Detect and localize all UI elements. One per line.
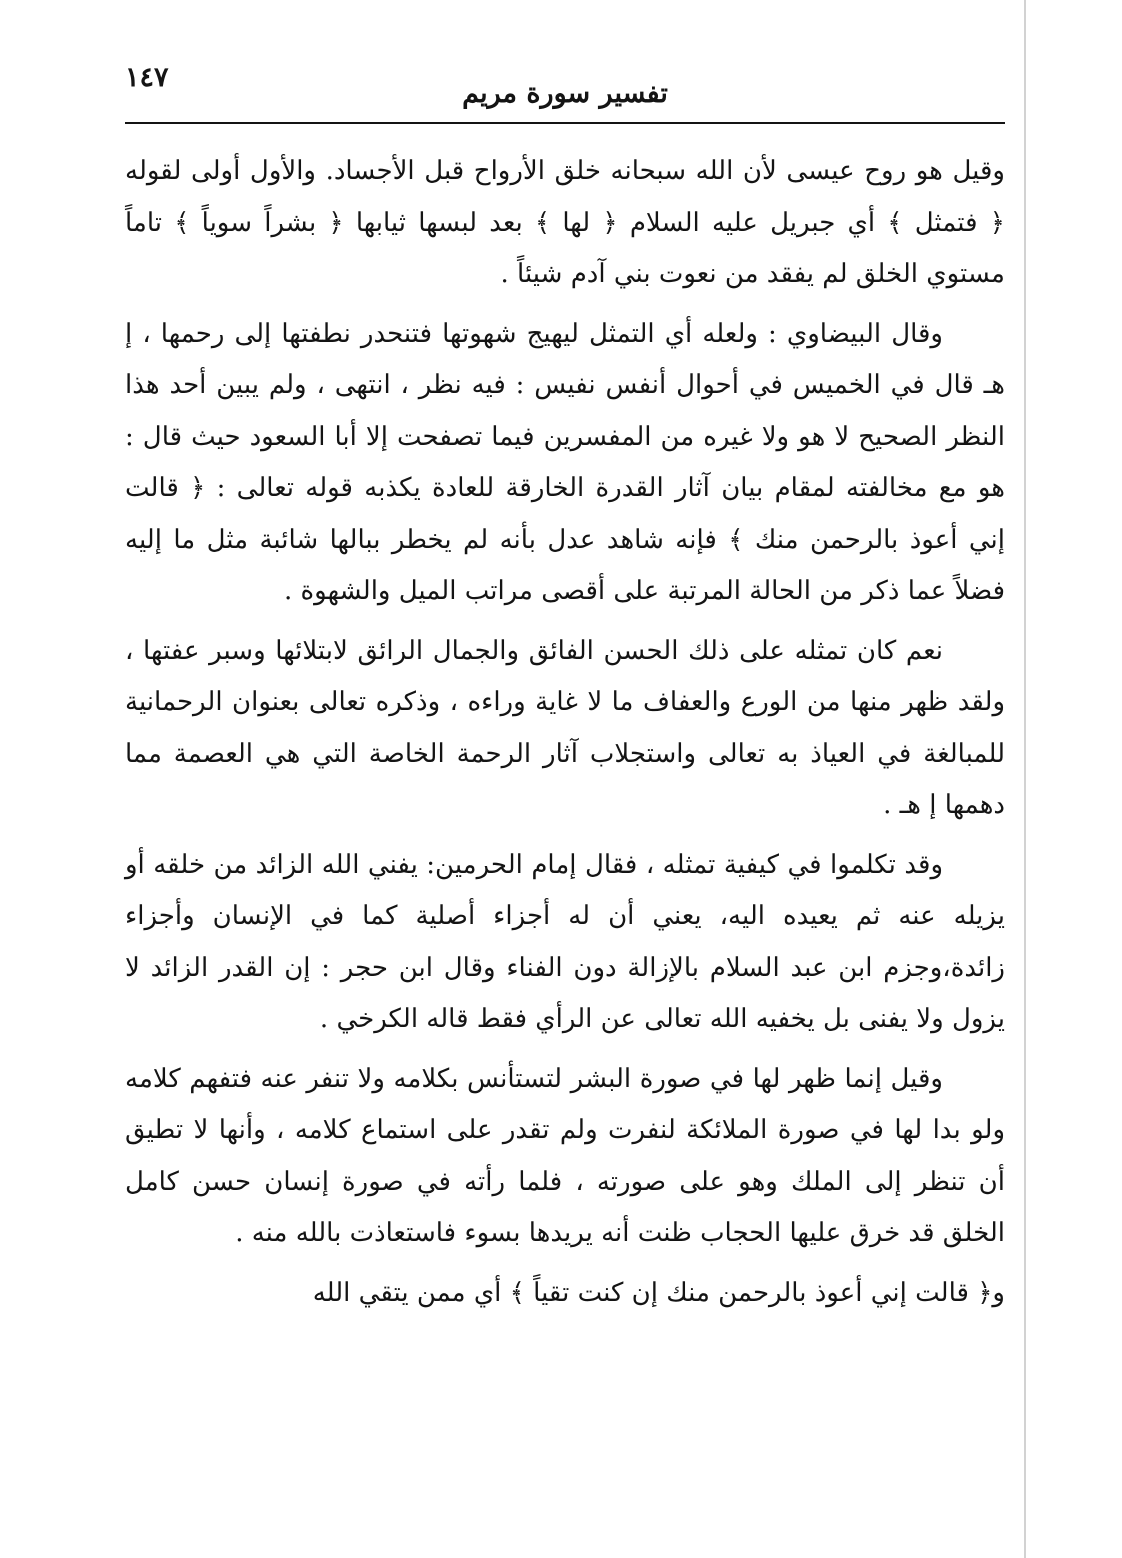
paragraph: نعم كان تمثله على ذلك الحسن الفائق والجمال الرائق لابتلائها وسبر عفتها ، ولقد ظهر منها من الورع والعفاف ما لا غاية وراءه ، وذكره تعالى بعنوان الرحمانية للمبالغة في العياذ به تعالى واستجلاب آثار الرحمة الخاصة التي هي العصمة مما دهمها إ هـ . bbox=[125, 635, 1005, 820]
page-body bbox=[125, 146, 1005, 1327]
paragraph: وقيل هو روح عيسى لأن الله سبحانه خلق الأرواح قبل الأجساد. والأول أولى لقوله ﴿ فتمثل ﴾ أي جبريل عليه السلام ﴿ لها ﴾ بعد لبسها ثيابها ﴿ بشراً سوياً ﴾ تاماً مستوي الخلق لم يفقد من نعوت بني آدم شيئاً . bbox=[125, 156, 1005, 289]
header-divider bbox=[125, 122, 1005, 124]
paragraph: و﴿ قالت إني أعوذ بالرحمن منك إن كنت تقياً ﴾ أي ممن يتقي الله bbox=[312, 1277, 1005, 1308]
paragraph: وقيل إنما ظهر لها في صورة البشر لتستأنس بكلامه ولا تنفر عنه فتفهم كلامه ولو بدا لها في صورة الملائكة لنفرت ولم تقدر على استماع كلامه ، وأنها لا تطيق أن تنظر إلى الملك وهو على صورته ، فلما رأته في صورة إنسان حسن كامل الخلق قد خرق عليها الحجاب ظنت أنه يريدها بسوء فاستعاذت بالله منه . bbox=[125, 1063, 1005, 1248]
page-header bbox=[125, 62, 1005, 122]
paragraph: وقد تكلموا في كيفية تمثله ، فقال إمام الحرمين: يفني الله الزائد من خلقه أو يزيله عنه ثم يعيده اليه، يعني أن له أجزاء أصلية كما في الإنسان وأجزاء زائدة،وجزم ابن عبد السلام بالإزالة دون الفناء وقال ابن حجر : إن القدر الزائد لا يزول ولا يفنى بل يخفيه الله تعالى عن الرأي فقط قاله الكرخي . bbox=[125, 849, 1005, 1034]
scan-edge-line bbox=[1024, 0, 1026, 1558]
paragraph: وقال البيضاوي : ولعله أي التمثل ليهيج شهوتها فتنحدر نطفتها إلى رحمها ، إ هـ قال في الخميس في أحوال أنفس نفيس : فيه نظر ، انتهى ، ولم يبين أحد هذا النظر الصحيح لا هو ولا غيره من المفسرين فيما تصفحت إلا أبا السعود حيث قال : هو مع مخالفته لمقام بيان آثار القدرة الخارقة للعادة يكذبه قوله تعالى : ﴿ قالت إني أعوذ بالرحمن منك ﴾ فإنه شاهد عدل بأنه لم يخطر ببالها شائبة مثل ما إليه فضلاً عما ذكر من الحالة المرتبة على أقصى مراتب الميل والشهوة . bbox=[125, 318, 1005, 606]
running-title: تفسير سورة مريم bbox=[462, 78, 668, 109]
page-number: ١٤٧ bbox=[125, 62, 169, 93]
